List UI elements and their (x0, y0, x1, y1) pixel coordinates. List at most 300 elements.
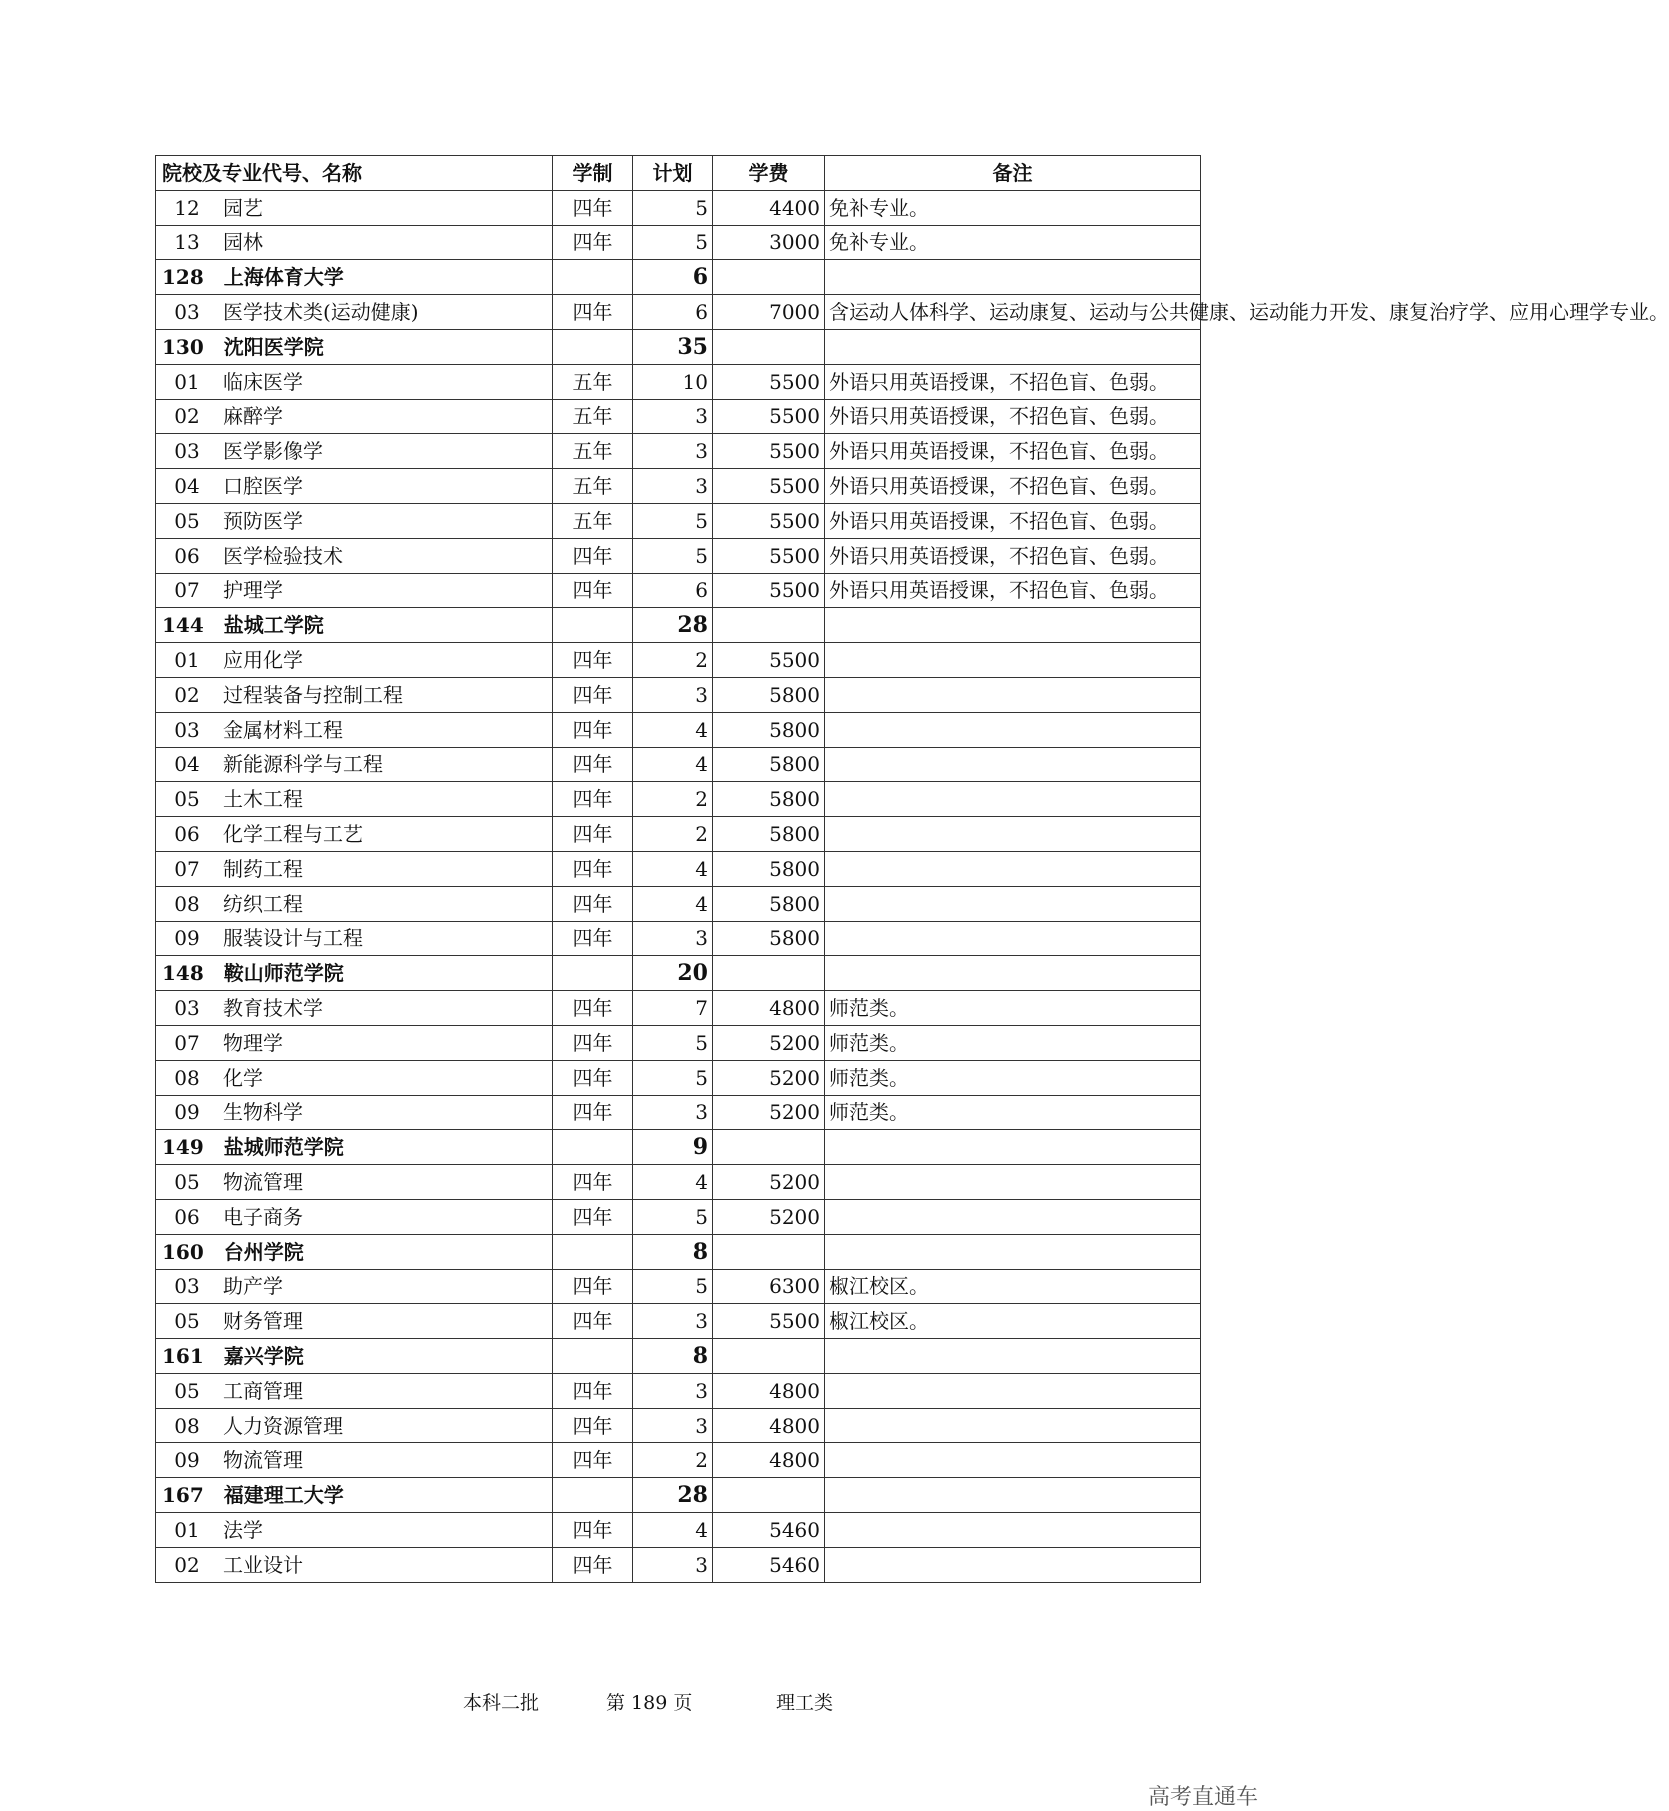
major-name: 园林 (223, 230, 263, 255)
duration-cell (553, 1339, 633, 1374)
major-cell (156, 712, 553, 747)
note-cell: 免补专业。 (825, 190, 1201, 225)
major-cell (156, 1025, 553, 1060)
school-code: 148 (162, 961, 204, 986)
school-cell (156, 1339, 553, 1374)
major-code: 07 (174, 856, 200, 881)
header-fee: 学费 (713, 156, 825, 191)
major-name: 助产学 (223, 1274, 283, 1299)
major-row (156, 1373, 1201, 1408)
major-cell (156, 1547, 553, 1582)
plan-cell: 5 (633, 1269, 713, 1304)
watermark-text: 高考直通车 (1147, 1785, 1258, 1810)
major-cell (156, 364, 553, 399)
duration-cell: 四年 (553, 1269, 633, 1304)
fee-cell: 5500 (713, 538, 825, 573)
school-name: 盐城工学院 (223, 613, 324, 638)
major-row (156, 1547, 1201, 1582)
duration-cell: 四年 (553, 1025, 633, 1060)
duration-cell: 四年 (553, 1373, 633, 1408)
plan-cell: 3 (633, 1547, 713, 1582)
major-name: 园艺 (223, 195, 263, 220)
fee-cell: 5800 (713, 886, 825, 921)
admission-plan-table (155, 155, 1669, 1583)
duration-cell: 四年 (553, 817, 633, 852)
fee-cell: 7000 (713, 295, 825, 330)
major-cell (156, 643, 553, 678)
major-code: 03 (174, 300, 200, 325)
plan-cell: 5 (633, 1025, 713, 1060)
school-row (156, 1234, 1201, 1269)
duration-cell: 四年 (553, 921, 633, 956)
fee-cell: 5800 (713, 677, 825, 712)
major-cell (156, 747, 553, 782)
school-name: 台州学院 (223, 1239, 304, 1264)
duration-cell: 五年 (553, 364, 633, 399)
school-code: 167 (162, 1483, 204, 1508)
school-row (156, 1130, 1201, 1165)
major-name: 临床医学 (223, 369, 303, 394)
note-cell (825, 643, 1201, 678)
note-cell: 外语只用英语授课，不招色盲、色弱。 (825, 538, 1201, 573)
major-row (156, 1513, 1201, 1548)
major-code: 03 (174, 996, 200, 1021)
duration-cell: 四年 (553, 1513, 633, 1548)
major-name: 口腔医学 (223, 474, 303, 499)
duration-cell: 四年 (553, 1304, 633, 1339)
fee-cell: 5800 (713, 712, 825, 747)
major-code: 02 (174, 682, 200, 707)
duration-cell: 四年 (553, 782, 633, 817)
school-row (156, 608, 1201, 643)
major-name: 预防医学 (223, 508, 303, 533)
note-cell (825, 1443, 1201, 1478)
duration-cell: 四年 (553, 991, 633, 1026)
major-code: 01 (174, 369, 200, 394)
major-cell (156, 1304, 553, 1339)
duration-cell: 四年 (553, 851, 633, 886)
fee-cell: 5500 (713, 364, 825, 399)
plan-cell: 6 (633, 573, 713, 608)
school-code: 144 (162, 613, 204, 638)
duration-cell (553, 1234, 633, 1269)
major-name: 物理学 (223, 1030, 283, 1055)
duration-cell: 四年 (553, 677, 633, 712)
plan-cell: 4 (633, 747, 713, 782)
note-cell (825, 1547, 1201, 1582)
major-row (156, 1269, 1201, 1304)
note-cell (825, 1199, 1201, 1234)
major-cell (156, 886, 553, 921)
school-code: 149 (162, 1135, 204, 1160)
major-code: 07 (174, 1030, 200, 1055)
major-code: 09 (174, 1100, 200, 1125)
major-code: 08 (174, 891, 200, 916)
note-cell (825, 1513, 1201, 1548)
note-cell (825, 712, 1201, 747)
fee-cell (713, 1339, 825, 1374)
major-code: 02 (174, 1552, 200, 1577)
plan-total-cell: 8 (633, 1234, 713, 1269)
plan-cell: 2 (633, 817, 713, 852)
major-name: 化学 (223, 1065, 263, 1090)
note-cell (825, 1165, 1201, 1200)
major-row (156, 1060, 1201, 1095)
duration-cell (553, 1130, 633, 1165)
duration-cell: 四年 (553, 573, 633, 608)
major-row (156, 503, 1201, 538)
fee-cell (713, 329, 825, 364)
major-row (156, 1025, 1201, 1060)
fee-cell (713, 1478, 825, 1513)
duration-cell: 五年 (553, 503, 633, 538)
major-name: 人力资源管理 (223, 1413, 343, 1438)
major-row (156, 573, 1201, 608)
major-cell (156, 1269, 553, 1304)
header-duration: 学制 (553, 156, 633, 191)
fee-cell: 5460 (713, 1513, 825, 1548)
major-cell (156, 503, 553, 538)
note-cell (825, 1234, 1201, 1269)
fee-cell (713, 956, 825, 991)
duration-cell: 五年 (553, 469, 633, 504)
major-code: 04 (174, 474, 200, 499)
major-name: 护理学 (223, 578, 283, 603)
table-header-row (156, 156, 1201, 191)
fee-cell: 5800 (713, 851, 825, 886)
note-cell (825, 1408, 1201, 1443)
major-code: 09 (174, 926, 200, 951)
major-cell (156, 1373, 553, 1408)
major-name: 服装设计与工程 (223, 926, 363, 951)
major-row (156, 399, 1201, 434)
major-code: 08 (174, 1065, 200, 1090)
note-cell (825, 260, 1201, 295)
school-name: 盐城师范学院 (223, 1135, 344, 1160)
school-name: 沈阳医学院 (223, 334, 324, 359)
fee-cell: 5500 (713, 573, 825, 608)
major-code: 01 (174, 648, 200, 673)
major-name: 法学 (223, 1517, 263, 1542)
fee-cell (713, 608, 825, 643)
note-cell (825, 1130, 1201, 1165)
note-cell (825, 921, 1201, 956)
major-row (156, 364, 1201, 399)
header-note: 备注 (825, 156, 1201, 191)
note-cell: 外语只用英语授课，不招色盲、色弱。 (825, 469, 1201, 504)
fee-cell: 4800 (713, 991, 825, 1026)
major-row (156, 1304, 1201, 1339)
major-row (156, 190, 1201, 225)
major-code: 01 (174, 1517, 200, 1542)
major-name: 教育技术学 (223, 996, 323, 1021)
footer-category: 理工类 (776, 1692, 834, 1714)
fee-cell: 5800 (713, 747, 825, 782)
duration-cell: 四年 (553, 643, 633, 678)
duration-cell: 四年 (553, 295, 633, 330)
note-cell: 外语只用英语授课，不招色盲、色弱。 (825, 364, 1201, 399)
fee-cell: 5800 (713, 921, 825, 956)
major-code: 03 (174, 1274, 200, 1299)
school-cell (156, 1478, 553, 1513)
school-row (156, 260, 1201, 295)
school-cell (156, 956, 553, 991)
major-cell (156, 851, 553, 886)
major-name: 生物科学 (223, 1100, 303, 1125)
note-cell (825, 886, 1201, 921)
plan-cell: 3 (633, 1408, 713, 1443)
plan-cell: 7 (633, 991, 713, 1026)
fee-cell: 5500 (713, 434, 825, 469)
major-row (156, 677, 1201, 712)
school-row (156, 1478, 1201, 1513)
major-code: 05 (174, 787, 200, 812)
major-code: 06 (174, 822, 200, 847)
plan-total-cell: 8 (633, 1339, 713, 1374)
plan-cell: 3 (633, 1095, 713, 1130)
fee-cell: 4800 (713, 1373, 825, 1408)
note-cell (825, 1478, 1201, 1513)
fee-cell: 5800 (713, 817, 825, 852)
major-code: 05 (174, 1378, 200, 1403)
major-row (156, 747, 1201, 782)
note-cell (825, 817, 1201, 852)
major-code: 04 (174, 752, 200, 777)
note-cell (825, 1373, 1201, 1408)
major-row (156, 817, 1201, 852)
plan-cell: 4 (633, 712, 713, 747)
major-row (156, 1443, 1201, 1478)
major-cell (156, 295, 553, 330)
school-row (156, 1339, 1201, 1374)
school-cell (156, 1130, 553, 1165)
duration-cell: 四年 (553, 747, 633, 782)
major-name: 应用化学 (223, 648, 303, 673)
major-code: 05 (174, 1170, 200, 1194)
note-cell: 师范类。 (825, 1095, 1201, 1130)
school-name: 福建理工大学 (223, 1483, 344, 1508)
note-cell (825, 329, 1201, 364)
school-code: 128 (162, 265, 204, 290)
school-cell (156, 260, 553, 295)
major-cell (156, 817, 553, 852)
plan-cell: 4 (633, 886, 713, 921)
major-code: 05 (174, 1309, 200, 1334)
major-name: 医学影像学 (223, 439, 323, 464)
duration-cell (553, 1478, 633, 1513)
plan-cell: 6 (633, 295, 713, 330)
major-code: 06 (174, 1204, 200, 1229)
major-row (156, 1095, 1201, 1130)
note-cell: 师范类。 (825, 1060, 1201, 1095)
duration-cell (553, 260, 633, 295)
major-name: 财务管理 (223, 1309, 303, 1334)
plan-cell: 5 (633, 190, 713, 225)
plan-total-cell: 20 (633, 956, 713, 991)
note-cell (825, 851, 1201, 886)
fee-cell: 5200 (713, 1060, 825, 1095)
major-cell (156, 1408, 553, 1443)
major-row (156, 921, 1201, 956)
fee-cell: 4800 (713, 1408, 825, 1443)
note-cell (825, 677, 1201, 712)
major-row (156, 1165, 1201, 1200)
note-cell: 师范类。 (825, 991, 1201, 1026)
duration-cell: 四年 (553, 1095, 633, 1130)
major-cell (156, 1095, 553, 1130)
plan-cell: 3 (633, 677, 713, 712)
major-cell (156, 190, 553, 225)
major-cell (156, 1060, 553, 1095)
duration-cell: 五年 (553, 399, 633, 434)
plan-cell: 5 (633, 1199, 713, 1234)
major-name: 新能源科学与工程 (223, 752, 383, 777)
note-cell: 免补专业。 (825, 225, 1201, 260)
fee-cell: 5500 (713, 503, 825, 538)
major-name: 化学工程与工艺 (223, 822, 363, 847)
duration-cell: 四年 (553, 712, 633, 747)
fee-cell: 5800 (713, 782, 825, 817)
footer-batch: 本科二批 (463, 1692, 540, 1714)
major-name: 金属材料工程 (223, 717, 343, 742)
major-code: 05 (174, 508, 200, 533)
plan-cell: 3 (633, 921, 713, 956)
major-name: 物流管理 (223, 1170, 303, 1194)
school-name: 上海体育大学 (223, 265, 344, 290)
major-cell (156, 1513, 553, 1548)
school-code: 160 (162, 1239, 204, 1264)
note-cell: 椒江校区。 (825, 1304, 1201, 1339)
header-plan: 计划 (633, 156, 713, 191)
plan-total-cell: 6 (633, 260, 713, 295)
fee-cell: 5500 (713, 1304, 825, 1339)
duration-cell: 四年 (553, 538, 633, 573)
duration-cell: 四年 (553, 1443, 633, 1478)
plan-cell: 10 (633, 364, 713, 399)
plan-total-cell: 9 (633, 1130, 713, 1165)
fee-cell: 4400 (713, 190, 825, 225)
major-row (156, 886, 1201, 921)
header-name: 院校及专业代号、名称 (156, 156, 553, 191)
major-row (156, 538, 1201, 573)
fee-cell: 5500 (713, 643, 825, 678)
fee-cell: 5460 (713, 1547, 825, 1582)
school-name: 嘉兴学院 (223, 1343, 304, 1368)
fee-cell: 5200 (713, 1165, 825, 1200)
note-cell: 外语只用英语授课，不招色盲、色弱。 (825, 434, 1201, 469)
school-cell (156, 1234, 553, 1269)
plan-cell: 3 (633, 1304, 713, 1339)
plan-total-cell: 28 (633, 1478, 713, 1513)
note-cell (825, 1339, 1201, 1374)
duration-cell: 四年 (553, 190, 633, 225)
school-code: 130 (162, 334, 204, 359)
note-cell: 外语只用英语授课，不招色盲、色弱。 (825, 573, 1201, 608)
major-row (156, 782, 1201, 817)
fee-cell (713, 1234, 825, 1269)
plan-cell: 3 (633, 1373, 713, 1408)
major-cell (156, 538, 553, 573)
school-code: 161 (162, 1343, 204, 1368)
note-cell: 含运动人体科学、运动康复、运动与公共健康、运动能力开发、康复治疗学、应用心理学专业。 (825, 295, 1201, 330)
duration-cell: 四年 (553, 1165, 633, 1200)
major-name: 物流管理 (223, 1448, 303, 1473)
note-cell (825, 782, 1201, 817)
major-name: 过程装备与控制工程 (223, 682, 403, 707)
fee-cell: 5500 (713, 469, 825, 504)
note-cell: 椒江校区。 (825, 1269, 1201, 1304)
duration-cell (553, 956, 633, 991)
plan-cell: 5 (633, 538, 713, 573)
school-row (156, 329, 1201, 364)
major-cell (156, 991, 553, 1026)
major-code: 09 (174, 1448, 200, 1473)
major-code: 12 (174, 195, 200, 220)
major-cell (156, 573, 553, 608)
major-code: 03 (174, 439, 200, 464)
plan-cell: 3 (633, 399, 713, 434)
duration-cell: 四年 (553, 1060, 633, 1095)
major-name: 纺织工程 (223, 891, 303, 916)
school-row (156, 956, 1201, 991)
note-cell: 外语只用英语授课，不招色盲、色弱。 (825, 399, 1201, 434)
major-code: 08 (174, 1413, 200, 1438)
duration-cell: 四年 (553, 225, 633, 260)
duration-cell: 四年 (553, 1199, 633, 1234)
note-cell (825, 608, 1201, 643)
duration-cell: 五年 (553, 434, 633, 469)
plan-total-cell: 35 (633, 329, 713, 364)
major-name: 制药工程 (223, 856, 303, 881)
major-row (156, 1199, 1201, 1234)
duration-cell (553, 608, 633, 643)
fee-cell: 4800 (713, 1443, 825, 1478)
major-cell (156, 1443, 553, 1478)
major-row (156, 991, 1201, 1026)
table-body (156, 190, 1669, 1582)
major-name: 土木工程 (223, 787, 303, 812)
plan-cell: 2 (633, 782, 713, 817)
note-cell: 师范类。 (825, 1025, 1201, 1060)
major-cell (156, 434, 553, 469)
fee-cell: 5200 (713, 1095, 825, 1130)
duration-cell (553, 329, 633, 364)
major-name: 医学技术类(运动健康) (223, 300, 419, 325)
school-cell (156, 329, 553, 364)
note-cell: 外语只用英语授课，不招色盲、色弱。 (825, 503, 1201, 538)
plan-cell: 2 (633, 643, 713, 678)
plan-cell: 2 (633, 1443, 713, 1478)
major-row (156, 643, 1201, 678)
plan-cell: 4 (633, 1513, 713, 1548)
major-name: 医学检验技术 (223, 543, 343, 568)
major-cell (156, 1165, 553, 1200)
plan-cell: 5 (633, 1060, 713, 1095)
plan-cell: 4 (633, 851, 713, 886)
major-row (156, 295, 1201, 330)
duration-cell: 四年 (553, 886, 633, 921)
major-code: 06 (174, 543, 200, 568)
fee-cell: 5500 (713, 399, 825, 434)
major-cell (156, 469, 553, 504)
major-row (156, 469, 1201, 504)
duration-cell: 四年 (553, 1547, 633, 1582)
plan-total-cell: 28 (633, 608, 713, 643)
fee-cell: 5200 (713, 1199, 825, 1234)
note-cell (825, 956, 1201, 991)
plan-cell: 5 (633, 225, 713, 260)
footer-page-number: 第 189 页 (606, 1692, 693, 1714)
